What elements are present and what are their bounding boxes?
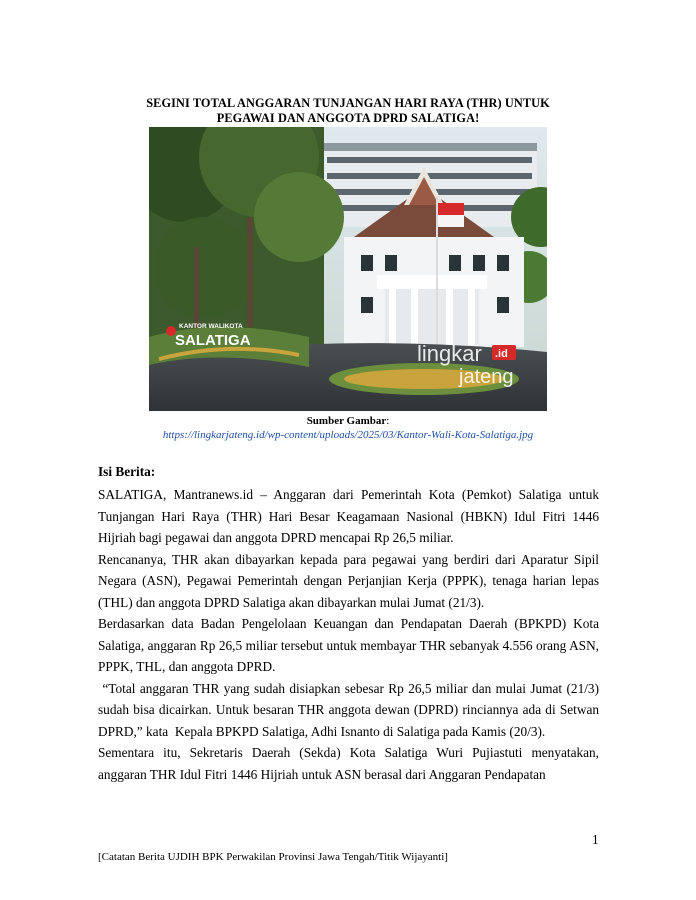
article-body [98,484,603,785]
sign-big-text: SALATIGA [175,332,251,349]
paragraph: “Total anggaran THR yang sudah disiapkan sebesar Rp 26,5 miliar dan mulai Jumat (21/3) sudah bisa dicairkan. Untuk besaran THR anggota dewan (DPRD) rinciannya ada di Setwan DPRD,” kata Kepala BPKPD Salatiga, Adhi Isnanto di Salatiga pada Kamis (20/3). [98,680,603,739]
sign-small-text: KANTOR WALIKOTA [179,323,243,330]
news-photo [149,127,547,411]
paragraph: SALATIGA, Mantranews.id – Anggaran dari Pemerintah Kota (Pemkot) Salatiga untuk Tunjangan Hari Raya (THR) Hari Besar Keagamaan Nasional (HBKN) Idul Fitri 1446 Hijriah bagi pegawai dan anggota DPRD mencapai Rp 26,5 miliar. [98,487,599,545]
watermark-badge-text: .id [495,348,508,360]
caption-colon: : [386,415,390,427]
watermark-main-text: lingkar [417,341,482,366]
paragraph: Berdasarkan data Badan Pengelolaan Keuangan dan Pendapatan Daerah (BPKPD) Kota Salatiga, anggaran Rp 26,5 miliar tersebut untuk membayar THR sebanyak 4.556 orang ASN, PPPK, THL, dan anggota DPRD. [98,616,599,674]
page-number: 1 [592,832,599,847]
article-title-line-1: SEGINI TOTAL ANGGARAN TUNJANGAN HARI RAYA (THR) UNTUK [146,96,550,110]
paragraph: Rencananya, THR akan dibayarkan kepada para pegawai yang berdiri dari Aparatur Sipil Negara (ASN), Pegawai Pemerintah dengan Perjanjian Kerja (PPPK), tenaga harian lepas (THL) dan anggota DPRD Salatiga akan dibayarkan mulai Jumat (21/3). [98,551,599,610]
watermark-sub-text: jateng [459,366,514,388]
caption-label: Sumber Gambar [306,415,387,427]
article-title-line-2: PEGAWAI DAN ANGGOTA DPRD SALATIGA! [216,111,480,125]
sign-emblem-icon [166,326,176,336]
page-footer: [Catatan Berita UJDIH BPK Perwakilan Provinsi Jawa Tengah/Titik Wijayanti] [98,851,448,863]
paragraph: Sementara itu, Sekretaris Daerah (Sekda) Kota Salatiga Wuri Pujiastuti menyatakan, anggaran THR Idul Fitri 1446 Hijriah untuk ASN berasal dari Anggaran Pendapatan [98,745,599,782]
caption-url-link[interactable]: https://lingkarjateng.id/wp-content/uploads/2025/03/Kantor-Wali-Kota-Salatiga.jpg [162,429,534,441]
image-caption [98,414,598,442]
city-hall-illustration [149,127,547,411]
section-heading: Isi Berita: [98,464,156,479]
article-title [98,96,598,126]
